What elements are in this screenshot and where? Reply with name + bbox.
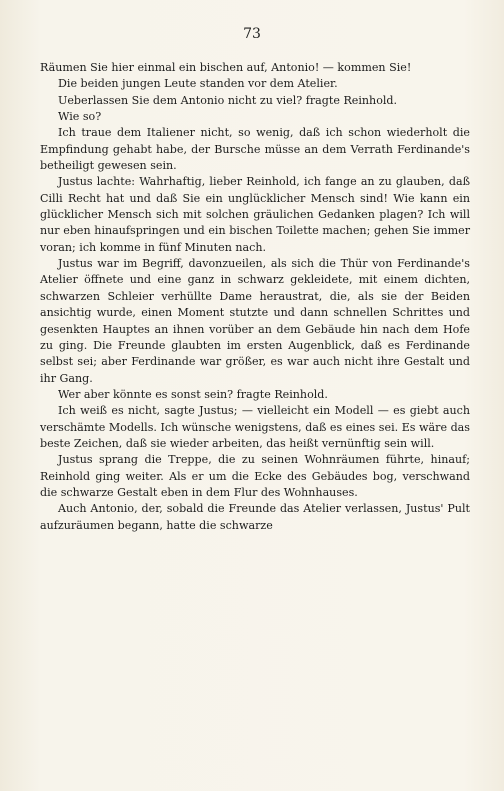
paragraph: Justus lachte: Wahrhaftig, lieber Reinhold, ich fange an zu glauben, daß Cilli Recht hat und daß Sie ein unglücklicher Mensch sind! Wie kann ein glücklicher Mensch sich mit solchen gräulichen Gedanken plagen? Ich will nur eben hinaufspringen und ein bischen Toilette machen; gehen Sie immer voran; ich komme in fünf Minuten nach. xyxy=(40,175,470,254)
body-text xyxy=(40,60,470,534)
paragraph: Ueberlassen Sie dem Antonio nicht zu viel? fragte Reinhold. xyxy=(58,93,398,107)
paragraph: Die beiden jungen Leute standen vor dem Atelier. xyxy=(58,77,338,91)
paragraph: Wie so? xyxy=(58,110,102,124)
paragraph: Justus sprang die Treppe, die zu seinen Wohnräumen führte, hinauf; Reinhold ging weiter. Als er um die Ecke des Gebäudes bog, verschwand die schwarze Gestalt eben in dem Flur des Wohnhauses. xyxy=(40,453,470,499)
page-number: 73 xyxy=(243,26,261,42)
paragraph: Räumen Sie hier einmal ein bischen auf, Antonio! — kommen Sie! xyxy=(40,61,412,74)
paragraph: Auch Antonio, der, sobald die Freunde das Atelier verlassen, Justus' Pult aufzuräumen begann, hatte die schwarze xyxy=(40,502,470,532)
paragraph: Wer aber könnte es sonst sein? fragte Reinhold. xyxy=(58,387,328,401)
paragraph: Justus war im Begriff, davonzueilen, als sich die Thür von Ferdinande's Atelier öffnete und eine ganz in schwarz gekleidete, mit einem dichten, schwarzen Schleier verhüllte Dame heraustrat, die, als sie der Beiden ansichtig wurde, einen Moment stutzte und dann schnellen Schrittes und gesenkten Hauptes an ihnen vorüber an dem Gebäude hin nach dem Hofe zu ging. Die Freunde glaubten im ersten Augenblick, daß es Ferdinande selbst sei; aber Ferdinande war größer, es war auch nicht ihre Gestalt und ihr Gang. xyxy=(40,257,470,385)
paragraph: Ich traue dem Italiener nicht, so wenig, daß ich schon wiederholt die Empfindung gehabt habe, der Bursche müsse an dem Verrath Ferdinande's betheiligt gewesen sein. xyxy=(40,126,470,173)
paragraph: Ich weiß es nicht, sagte Justus; — vielleicht ein Modell — es giebt auch verschämte Modells. Ich wünsche wenigstens, daß es eines sei. Es wäre das beste Zeichen, daß sie wieder arbeiten, das heißt vernünftig sein will. xyxy=(40,404,470,450)
